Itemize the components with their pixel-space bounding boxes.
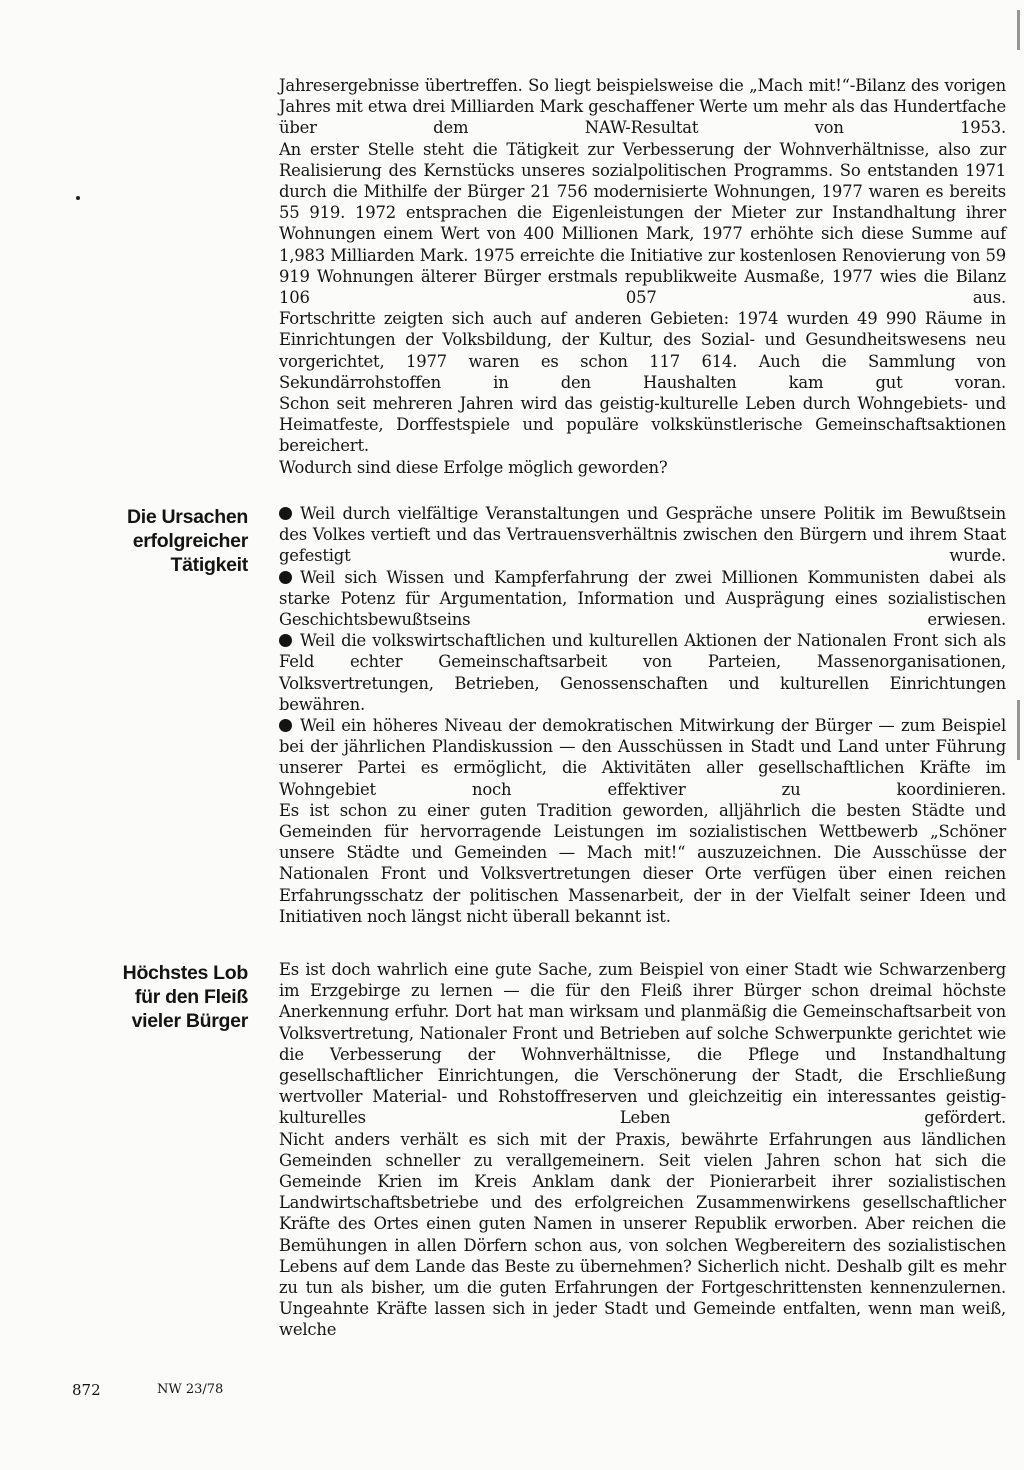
bullet-icon [279, 719, 292, 732]
side-heading-line: Tätigkeit [170, 554, 248, 576]
lob-section [279, 959, 1006, 1341]
side-heading-line: Die Ursachen [126, 506, 248, 528]
intro-paragraph: Jahresergebnisse übertreffen. So liegt beispielsweise die „Mach mit!“-Bilanz des vorigen Jahres mit etwa drei Milliarden Mark geschaffener Werte um mehr als das Hundertfache über dem NAW-Resultat von 1953. [279, 76, 1006, 138]
bullet-icon [279, 571, 292, 584]
bullet-text: Weil die volkswirtschaftlichen und kulturellen Aktionen der Nationalen Front sich als Feld echter Gemeinschaftsarbeit von Parteien, Massenorganisationen, Volksvertretungen, Betrieben, Genossenschaften und kulturellen Einrichtungen bewähren. [279, 631, 1006, 714]
scan-edge-mark [1017, 700, 1020, 760]
bullet-item [279, 630, 1006, 715]
page-number: 872 [72, 1381, 101, 1399]
issue-code: NW 23/78 [157, 1382, 224, 1397]
bullet-item [279, 567, 1006, 631]
intro-question: Wodurch sind diese Erfolge möglich geworden? [279, 457, 668, 477]
side-heading-lob [48, 961, 248, 1033]
bullet-text: Weil sich Wissen und Kampferfahrung der zwei Millionen Kommunisten dabei als starke Potenz für Argumentation, Information und Ausprägung eines sozialistischen Geschichtsbewußtseins erwiesen. [279, 567, 1006, 630]
bullet-icon [279, 634, 292, 647]
bullet-text: Weil ein höheres Niveau der demokratischen Mitwirkung der Bürger — zum Beispiel bei der jährlichen Plandiskussion — den Ausschüssen in Stadt und Land unter Führung unserer Partei es ermöglicht, die Aktivitäten aller gesellschaftlichen Kräfte im Wohngebiet noch effektiver zu koordinieren. [279, 716, 1006, 799]
ursachen-section [279, 503, 1006, 927]
side-heading-line: Höchstes Lob [122, 962, 248, 984]
intro-section [279, 75, 1006, 478]
intro-paragraph: Fortschritte zeigten sich auch auf anderen Gebieten: 1974 wurden 49 990 Räume in Einrichtungen der Volksbildung, der Kultur, des Sozial- und Gesundheitswesens neu vorgerichtet, 1977 waren es schon 117 614. Auch die Sammlung von Sekundärrohstoffen in den Haushalten kam gut voran. [279, 309, 1006, 392]
side-heading-line: vieler Bürger [131, 1010, 248, 1032]
lob-paragraph: Nicht anders verhält es sich mit der Praxis, bewährte Erfahrungen aus ländlichen Gemeinden schneller zu verallgemeinern. Seit vielen Jahren schon hat sich die Gemeinde Krien im Kreis Anklam dank der Pionierarbeit ihrer sozialistischen Landwirtschaftsbetriebe und des erfolgreichen Zusammenwirkens gesellschaftlicher Kräfte des Ortes einen guten Namen in unserer Republik erworben. Aber reichen die Bemühungen in allen Dörfern schon aus, von solchen Wegbereitern des sozialistischen Lebens auf dem Lande das Beste zu übernehmen? Sicherlich nicht. Deshalb gilt es mehr zu tun als bisher, um die guten Erfahrungen der Fortgeschrittensten kennenzulernen. Ungeahnte Kräfte lassen sich in jeder Stadt und Gemeinde entfalten, wenn man weiß, welche [279, 1129, 1006, 1340]
scan-edge-mark [1017, 10, 1020, 50]
lob-paragraph: Es ist doch wahrlich eine gute Sache, zum Beispiel von einer Stadt wie Schwarzenberg im Erzgebirge zu lernen — die für den Fleiß ihrer Bürger schon dreimal höchste Anerkennung erfuhr. Dort hat man wirksam und planmäßig die Gemeinschaftsarbeit von Volksvertretung, Nationaler Front und Betrieben auf solche Schwerpunkte gerichtet wie die Verbesserung der Wohnverhältnisse, die Pflege und Instandhaltung gesellschaftlicher Einrichtungen, die Verschönerung der Stadt, die Erschließung wertvoller Material- und Rohstoffreserven und gleichzeitig ein interessantes geistig-kulturelles Leben gefördert. [279, 960, 1006, 1128]
bullet-item [279, 715, 1006, 800]
side-heading-line: für den Fleiß [134, 986, 248, 1008]
side-heading-ursachen [48, 505, 248, 577]
bullet-icon [279, 507, 292, 520]
bullet-item [279, 503, 1006, 567]
intro-paragraph: Schon seit mehreren Jahren wird das geistig-kulturelle Leben durch Wohngebiets- und Heimatfeste, Dorffestspiele und populäre volkskünstlerische Gemeinschaftsaktionen bereichert. [279, 394, 1006, 456]
side-heading-line: erfolgreicher [132, 530, 248, 552]
intro-paragraph: An erster Stelle steht die Tätigkeit zur Verbesserung der Wohnverhältnisse, also zur Realisierung des Kernstücks unseres sozialpolitischen Programms. So entstanden 1971 durch die Mithilfe der Bürger 21 756 modernisierte Wohnungen, 1977 waren es bereits 55 919. 1972 entsprachen die Eigenleistungen der Mieter zur Instandhaltung ihrer Wohnungen einem Wert von 400 Millionen Mark, 1977 erhöhte sich diese Summe auf 1,983 Milliarden Mark. 1975 erreichte die Initiative zur kostenlosen Renovierung von 59 919 Wohnungen älterer Bürger erstmals republikweite Ausmaße, 1977 wies die Bilanz 106 057 aus. [279, 139, 1006, 308]
bullet-text: Weil durch vielfältige Veranstaltungen und Gespräche unsere Politik im Bewußtsein des Volkes vertieft und das Vertrauensverhältnis zwischen den Bürgern und ihrem Staat gefestigt wurde. [279, 504, 1006, 566]
margin-dot [76, 196, 80, 200]
closing-paragraph: Es ist schon zu einer guten Tradition geworden, alljährlich die besten Städte und Gemeinden für hervorragende Leistungen im sozialistischen Wettbewerb „Schöner unsere Städte und Gemeinden — Mach mit!“ auszuzeichnen. Die Ausschüsse der Nationalen Front und Volksvertretungen dieser Orte verfügen über einen reichen Erfahrungsschatz der politischen Massenarbeit, der in der Vielfalt seiner Ideen und Initiativen noch längst nicht überall bekannt ist. [279, 800, 1006, 926]
